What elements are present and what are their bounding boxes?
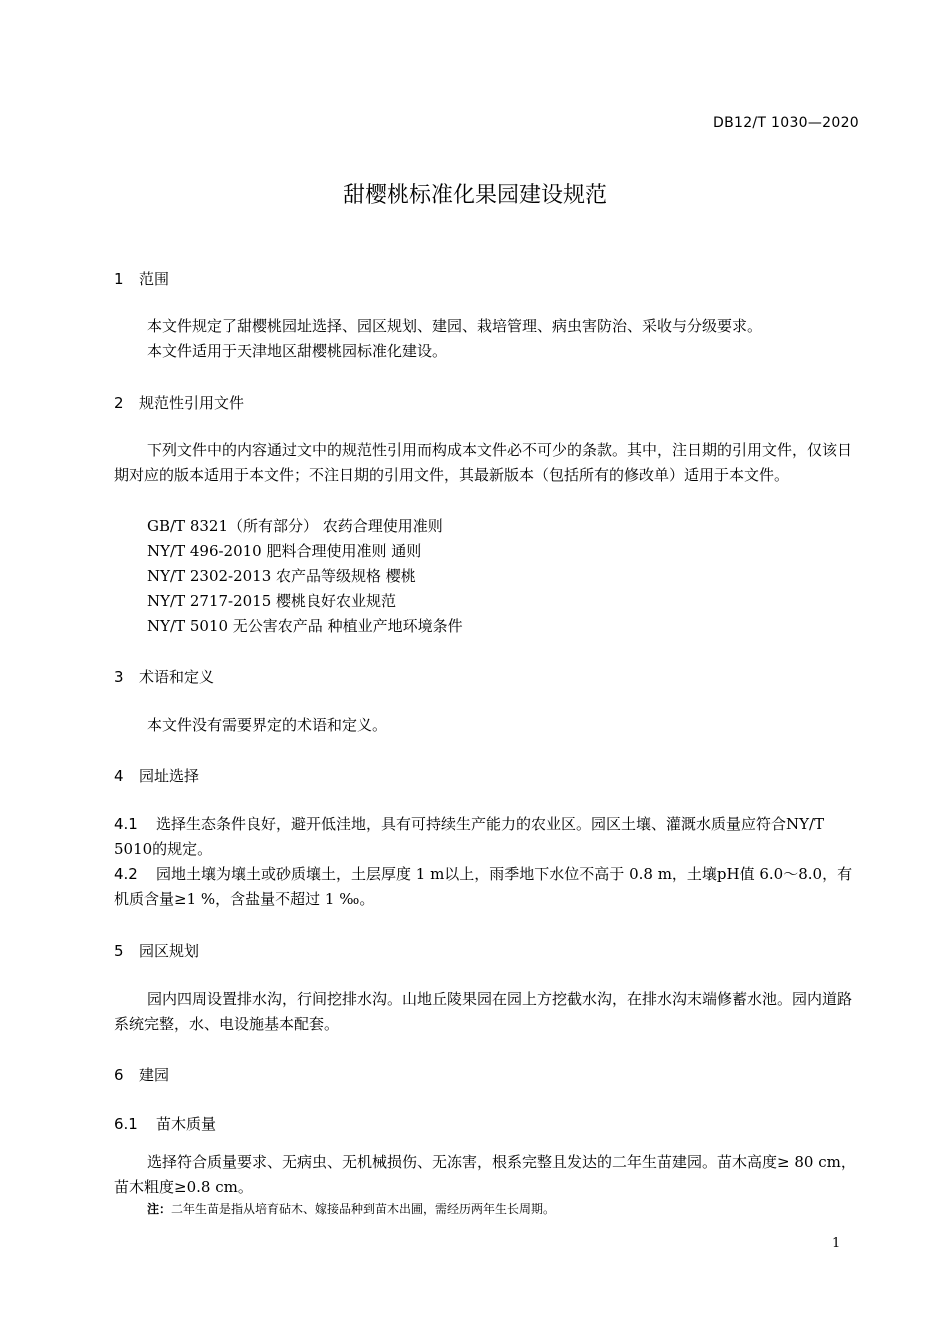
note-label: 注： (147, 1202, 172, 1216)
section-number: 5 (114, 942, 124, 960)
document-code: DB12/T 1030—2020 (713, 115, 859, 131)
page-number: 1 (832, 1236, 841, 1251)
paragraph: 本文件规定了甜樱桃园址选择、园区规划、建园、栽培管理、病虫害防治、采收与分级要求。 (147, 317, 763, 335)
section-number: 4 (114, 767, 124, 785)
section-number: 3 (114, 668, 124, 686)
section-title: 规范性引用文件 (139, 394, 245, 412)
reference-item: NY/T 5010 无公害农产品 种植业产地环境条件 (147, 617, 463, 635)
section-title: 建园 (139, 1066, 170, 1084)
section-title: 园区规划 (139, 942, 200, 960)
clause-text: 园地土壤为壤土或砂质壤土，土层厚度 1 m以上，雨季地下水位不高于 0.8 m，土壤pH值 6.0～8.0，有机质含量≥1 %，含盐量不超过 1 ‰。 (114, 865, 853, 908)
clause-4-2 (114, 862, 860, 912)
subsection-number: 6.1 (114, 1115, 138, 1133)
paragraph: 选择符合质量要求、无病虫、无机械损伤、无冻害，根系完整且发达的二年生苗建园。苗木高度≥ 80 cm，苗木粗度≥0.8 cm。 (114, 1153, 856, 1196)
subsection-6-1-heading (114, 1113, 216, 1134)
section-number: 2 (114, 394, 124, 412)
clause-text: 选择生态条件良好，避开低洼地，具有可持续生产能力的农业区。园区土壤、灌溉水质量应符合NY/T 5010的规定。 (114, 815, 825, 858)
paragraph: 园内四周设置排水沟，行间挖排水沟。山地丘陵果园在园上方挖截水沟，在排水沟末端修蓄水池。园内道路系统完整，水、电设施基本配套。 (114, 990, 853, 1033)
section-title: 术语和定义 (139, 668, 215, 686)
reference-item: NY/T 496-2010 肥料合理使用准则 通则 (147, 542, 422, 560)
paragraph: 本文件没有需要界定的术语和定义。 (147, 716, 388, 734)
section-title: 范围 (139, 270, 170, 288)
reference-item: NY/T 2717-2015 樱桃良好农业规范 (147, 592, 397, 610)
section-5-heading (114, 940, 199, 961)
document-title: 甜樱桃标准化果园建设规范 (342, 183, 607, 208)
section-4-heading (114, 765, 199, 786)
reference-item: GB/T 8321（所有部分） 农药合理使用准则 (147, 517, 443, 535)
section-number: 6 (114, 1066, 124, 1084)
subsection-title: 苗木质量 (156, 1115, 217, 1133)
section-title: 园址选择 (139, 767, 200, 785)
section-3-heading (114, 666, 214, 687)
section-6-heading (114, 1064, 169, 1085)
clause-number: 4.1 (114, 815, 138, 833)
clause-4-1 (114, 812, 860, 862)
section-1-heading (114, 268, 169, 289)
reference-item: NY/T 2302-2013 农产品等级规格 樱桃 (147, 567, 416, 585)
paragraph: 下列文件中的内容通过文中的规范性引用而构成本文件必不可少的条款。其中，注日期的引用文件，仅该日期对应的版本适用于本文件；不注日期的引用文件，其最新版本（包括所有的修改单）适用于本文件。 (114, 441, 853, 484)
clause-number: 4.2 (114, 865, 138, 883)
section-number: 1 (114, 270, 124, 288)
note (147, 1200, 555, 1217)
paragraph: 本文件适用于天津地区甜樱桃园标准化建设。 (147, 342, 448, 360)
note-text: 二年生苗是指从培育砧木、嫁接品种到苗木出圃，需经历两年生长周期。 (171, 1202, 556, 1216)
section-2-heading (114, 392, 244, 413)
